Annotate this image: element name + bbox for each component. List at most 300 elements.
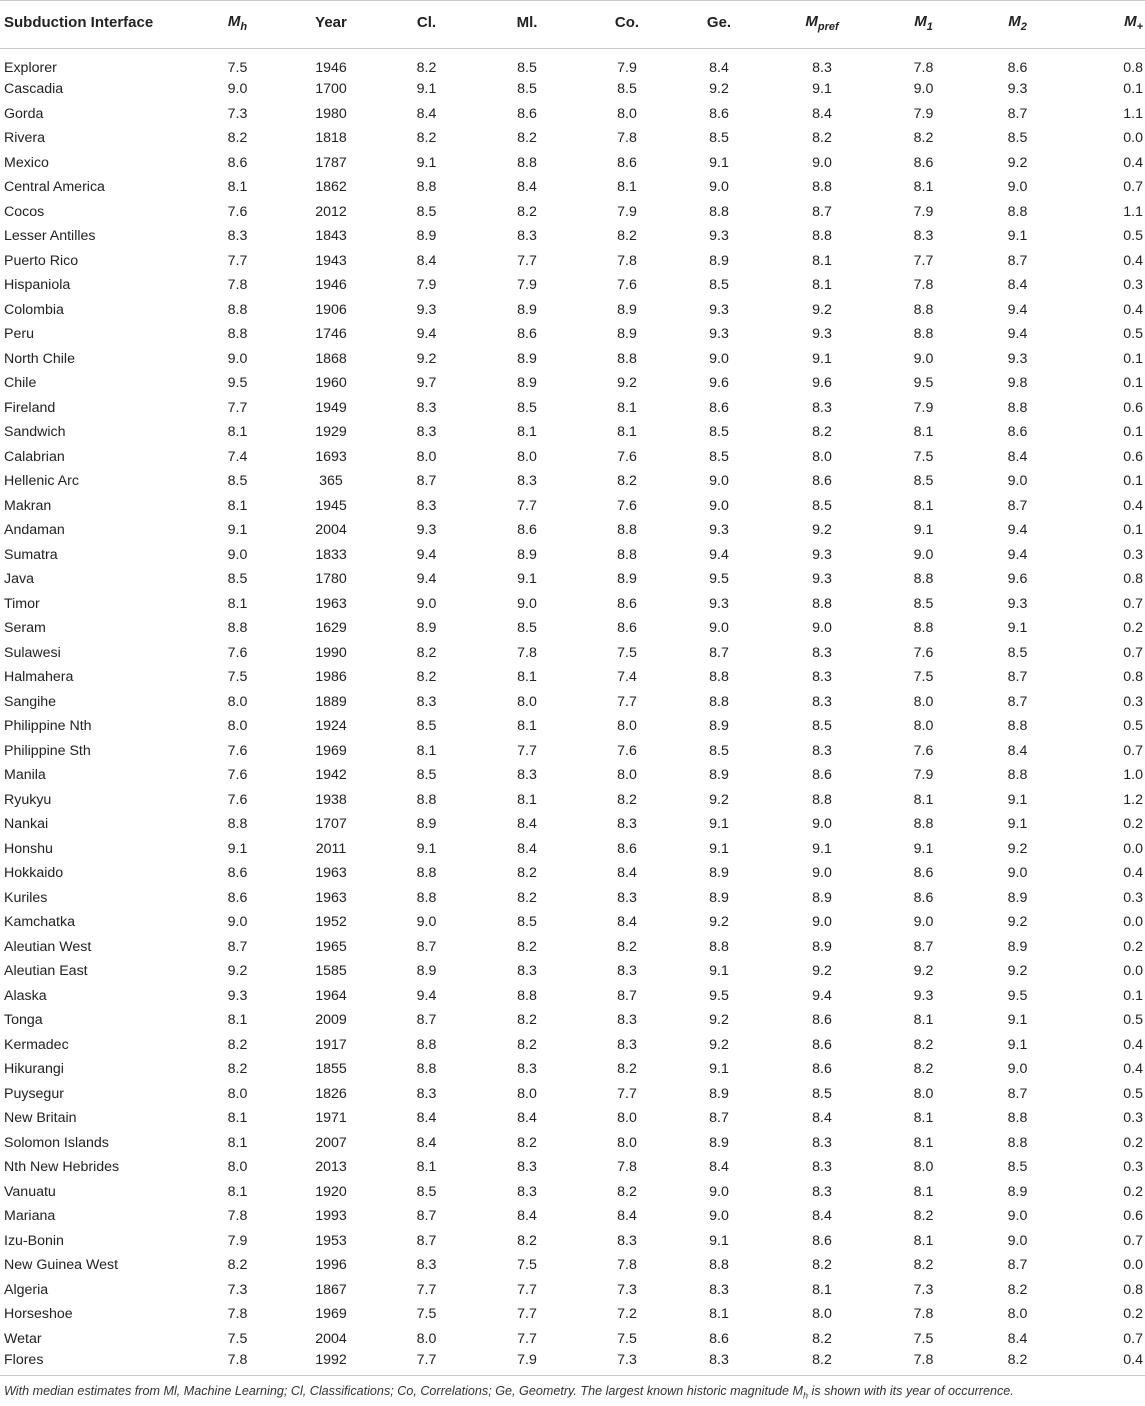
cell-mh: 8.0 [227,718,248,735]
cell-co: 7.4 [617,669,637,686]
cell-mplus: 0.3 [1123,889,1143,906]
cell-interface-name: Horseshoe [4,1306,73,1323]
cell-ml: 8.4 [517,179,537,196]
cell-ge: 8.4 [709,1159,729,1176]
cell-ge: 9.0 [709,473,729,490]
cell-mh: 8.8 [227,620,248,637]
cell-co: 8.0 [617,718,637,735]
cell-mh: 8.5 [227,473,248,490]
cell-ml: 8.2 [517,130,537,147]
cell-mpref: 8.2 [812,1330,832,1347]
cell-interface-name: Seram [4,620,46,637]
cell-cl: 8.4 [416,252,437,269]
cell-m2: 9.0 [1007,1232,1028,1249]
cell-co: 8.9 [617,571,637,588]
cell-co: 8.0 [617,1134,637,1151]
cell-interface-name: New Britain [4,1110,77,1127]
cell-interface-name: Wetar [4,1330,42,1347]
cell-m1: 8.1 [913,497,934,514]
cell-m1: 8.5 [913,473,934,490]
cell-mpref: 8.7 [812,203,832,220]
cell-mpref: 8.2 [762,1351,882,1376]
cell-m1: 8.1 [913,1110,934,1127]
cell-interface-name: Puerto Rico [4,252,79,269]
cell-ml: 8.4 [517,1208,537,1225]
cell-m1: 8.8 [913,326,934,343]
cell-co: 8.2 [617,1183,637,1200]
cell-ge: 9.0 [709,620,729,637]
cell-m1: 7.5 [913,1330,934,1347]
cell-mh: 7.8 [190,1351,285,1376]
cell-mh: 7.6 [227,791,248,808]
cell-co: 7.9 [617,60,637,76]
cell-ml: 8.5 [517,399,537,416]
cell-cl: 8.7 [416,1208,437,1225]
cell-cl: 8.7 [416,1012,437,1029]
cell-ml: 7.7 [517,1306,537,1323]
cell-interface-name: Cascadia [4,81,64,98]
cell-interface-name: Honshu [4,840,53,857]
cell-ge: 9.1 [709,840,729,857]
cell-co: 8.3 [617,1232,637,1249]
cell-m2: 9.0 [1007,865,1028,882]
cell-interface-name: Izu-Bonin [4,1232,64,1249]
cell-mplus: 0.7 [1123,595,1143,612]
cell-ml: 8.3 [517,228,537,245]
table-row [0,714,1145,739]
cell-year: 1963 [315,595,347,612]
cell-mpref: 9.0 [812,865,832,882]
table-row [0,812,1145,837]
cell-m1: 7.8 [913,277,934,294]
cell-cl: 8.7 [416,473,437,490]
cell-cl: 8.3 [416,1085,437,1102]
cell-co: 8.6 [617,840,637,857]
cell-ml: 8.9 [517,301,537,318]
cell-m2: 9.5 [1007,987,1028,1004]
cell-cl: 8.2 [416,60,437,76]
cell-mplus: 0.1 [1123,350,1143,367]
table-row [0,77,1145,102]
cell-co: 7.5 [617,1330,637,1347]
cell-year: 1960 [315,375,347,392]
cell-co: 8.0 [617,767,637,784]
cell-interface-name: Calabrian [4,448,65,465]
cell-cl: 9.4 [416,987,437,1004]
header-mh-sub: h [240,20,248,33]
cell-ge: 8.9 [709,718,729,735]
cell-interface-name: Java [4,571,34,588]
table-row [0,322,1145,347]
cell-m2: 9.8 [1007,375,1028,392]
cell-ge: 8.4 [709,60,729,76]
cell-ge: 9.5 [709,987,729,1004]
cell-mpref: 8.4 [812,1208,832,1225]
cell-year: 1953 [315,1232,347,1249]
cell-cl: 9.1 [416,840,437,857]
cell-year: 1971 [315,1110,347,1127]
cell-ml: 7.7 [517,252,537,269]
cell-mh: 7.5 [227,669,248,686]
cell-mplus: 0.7 [1123,179,1143,196]
table-row [0,616,1145,641]
cell-mpref: 9.3 [812,326,832,343]
cell-m2: 9.2 [1007,154,1028,171]
cell-mpref: 8.5 [812,1085,832,1102]
cell-interface-name: Halmahera [4,669,74,686]
cell-mpref: 9.0 [812,154,832,171]
cell-year: 1629 [315,620,347,637]
cell-m2: 8.8 [1007,399,1028,416]
cell-ml: 7.8 [517,644,537,661]
header-m2-base: M [1008,12,1021,30]
cell-m2: 8.7 [1007,497,1028,514]
cell-m2: 8.7 [1007,693,1028,710]
cell-mh: 8.6 [227,865,248,882]
cell-mpref: 9.2 [812,301,832,318]
cell-mplus: 0.0 [1123,130,1143,147]
cell-mh: 8.6 [227,889,248,906]
cell-ge: 9.0 [709,179,729,196]
cell-m2: 8.4 [1007,1330,1028,1347]
cell-mpref: 8.3 [812,1159,832,1176]
cell-m2: 8.7 [1007,1257,1028,1274]
cell-m1: 8.1 [913,791,934,808]
cell-year: 1868 [315,350,347,367]
cell-mplus: 1.1 [1123,203,1143,220]
table-row [0,1302,1145,1327]
cell-co: 8.1 [617,179,637,196]
cell-mplus: 0.7 [1123,742,1143,759]
cell-mplus: 0.1 [1123,81,1143,98]
cell-interface-name: New Guinea West [4,1257,119,1274]
cell-m1: 7.8 [913,1306,934,1323]
cell-ml: 8.8 [517,154,537,171]
cell-ml: 8.6 [517,522,537,539]
cell-ml: 7.9 [517,277,537,294]
cell-m2: 8.6 [1007,424,1028,441]
cell-mplus: 0.7 [1123,1330,1143,1347]
cell-cl: 8.0 [416,1330,437,1347]
cell-co: 8.2 [617,228,637,245]
cell-m2: 9.2 [1007,914,1028,931]
cell-cl: 9.4 [416,546,437,563]
cell-m1: 8.6 [913,889,934,906]
cell-year: 1693 [315,448,347,465]
cell-ge: 8.5 [709,424,729,441]
header-m1-sub: 1 [926,20,933,33]
cell-mplus: 0.3 [1123,546,1143,563]
header-cl: Cl. [377,1,476,49]
table-row [0,175,1145,200]
cell-co: 7.6 [617,448,637,465]
cell-interface-name: Andaman [4,522,65,539]
cell-mh: 7.7 [227,252,248,269]
cell-mh: 9.1 [227,522,248,539]
cell-co: 7.6 [617,497,637,514]
cell-co: 8.2 [617,791,637,808]
table-row [0,1057,1145,1082]
cell-m2: 8.6 [1007,60,1028,76]
cell-mplus: 0.3 [1123,1159,1143,1176]
cell-mh: 9.0 [227,350,248,367]
cell-mpref: 8.6 [812,1012,832,1029]
header-mpref [762,1,882,49]
cell-year: 2004 [315,1330,347,1347]
cell-ge: 9.5 [709,571,729,588]
cell-cl: 8.7 [416,938,437,955]
cell-ml: 8.4 [517,1110,537,1127]
table-row [0,567,1145,592]
table-row [0,396,1145,421]
table-row [0,224,1145,249]
cell-m1: 8.0 [913,718,934,735]
cell-m2: 9.4 [1007,301,1028,318]
table-row [0,1155,1145,1180]
cell-mpref: 8.1 [812,277,832,294]
cell-ml: 8.2 [517,203,537,220]
cell-ge: 9.0 [709,1183,729,1200]
cell-m2: 9.3 [1007,81,1028,98]
cell-mplus: 0.8 [1123,1281,1143,1298]
cell-mplus: 0.4 [1123,497,1143,514]
cell-interface-name: Flores [0,1351,190,1376]
cell-mpref: 9.4 [812,987,832,1004]
cell-mh: 8.0 [227,693,248,710]
cell-ml: 8.4 [517,840,537,857]
cell-co: 8.0 [617,105,637,122]
cell-year: 1938 [315,791,347,808]
cell-mh: 8.0 [227,1085,248,1102]
cell-cl: 8.2 [416,669,437,686]
cell-cl: 7.5 [416,1306,437,1323]
table-row [0,763,1145,788]
cell-co: 8.3 [617,1036,637,1053]
cell-year: 1780 [315,571,347,588]
cell-ge: 8.8 [709,938,729,955]
cell-mpref: 8.6 [812,473,832,490]
cell-ge: 8.3 [676,1351,762,1376]
cell-cl: 8.8 [416,179,437,196]
cell-ge: 8.6 [709,1330,729,1347]
cell-ge: 9.3 [709,522,729,539]
header-mpref-sub: pref [817,20,839,33]
cell-mplus: 0.5 [1123,1012,1143,1029]
cell-m2: 9.1 [1007,1012,1028,1029]
cell-mpref: 8.9 [812,938,832,955]
cell-ml: 8.3 [517,1183,537,1200]
cell-interface-name: Gorda [4,105,44,122]
cell-mh: 8.1 [227,424,248,441]
table-row [0,420,1145,445]
cell-interface-name: Fireland [4,399,56,416]
cell-m2: 8.0 [1007,1306,1028,1323]
cell-co: 8.8 [617,350,637,367]
cell-mpref: 9.2 [812,963,832,980]
table-body [0,49,1145,1376]
cell-year: 2009 [315,1012,347,1029]
cell-mpref: 8.8 [812,179,832,196]
cell-co: 8.9 [617,301,637,318]
cell-mplus: 0.4 [1070,1351,1145,1376]
cell-year: 1585 [315,963,347,980]
header-m1-base: M [914,12,927,30]
cell-mpref: 9.2 [812,522,832,539]
cell-ge: 8.3 [709,1281,729,1298]
table-row [0,1180,1145,1205]
cell-ge: 9.0 [709,497,729,514]
table-row [0,200,1145,225]
cell-m1: 7.7 [913,252,934,269]
cell-mplus: 0.2 [1123,1134,1143,1151]
cell-mpref: 8.3 [812,1183,832,1200]
cell-interface-name: Kermadec [4,1036,69,1053]
cell-mpref: 8.8 [812,595,832,612]
cell-year: 1969 [315,1306,347,1323]
cell-ml: 8.6 [517,326,537,343]
table-row [0,469,1145,494]
cell-year: 1949 [315,399,347,416]
cell-year: 2004 [315,522,347,539]
cell-mpref: 9.6 [812,375,832,392]
cell-mh: 7.6 [227,203,248,220]
cell-year: 1986 [315,669,347,686]
cell-cl: 7.7 [377,1351,476,1376]
table-row [0,641,1145,666]
cell-mpref: 8.0 [812,448,832,465]
cell-mh: 8.1 [227,1110,248,1127]
table-row [0,298,1145,323]
cell-m2: 8.2 [1007,1281,1028,1298]
cell-m1: 8.2 [913,130,934,147]
cell-year: 1980 [315,105,347,122]
cell-m2: 8.7 [1007,669,1028,686]
cell-cl: 9.3 [416,301,437,318]
cell-cl: 8.8 [416,1036,437,1053]
cell-m2: 8.8 [1007,767,1028,784]
cell-ge: 8.7 [709,1110,729,1127]
cell-mpref: 8.3 [812,399,832,416]
table-row [0,126,1145,151]
cell-ge: 9.3 [709,326,729,343]
cell-co: 8.2 [617,473,637,490]
cell-ge: 8.5 [709,277,729,294]
cell-interface-name: Philippine Nth [4,718,92,735]
cell-mplus: 0.5 [1123,1085,1143,1102]
cell-mh: 8.6 [227,154,248,171]
table-row [0,739,1145,764]
cell-co: 8.8 [617,546,637,563]
cell-mplus: 1.0 [1123,767,1143,784]
table-row [0,861,1145,886]
cell-mh: 7.8 [227,1306,248,1323]
cell-ge: 8.9 [709,767,729,784]
cell-ge: 9.3 [709,228,729,245]
cell-co: 7.8 [617,252,637,269]
cell-mh: 8.1 [227,595,248,612]
cell-ml: 8.1 [517,718,537,735]
cell-mplus: 0.6 [1123,1208,1143,1225]
cell-year: 1942 [315,767,347,784]
cell-interface-name: Solomon Islands [4,1134,109,1151]
cell-mpref: 8.0 [812,1306,832,1323]
table-row [0,273,1145,298]
cell-interface-name: Sumatra [4,546,58,563]
cell-mplus: 0.5 [1123,326,1143,343]
cell-m2: 8.8 [1007,1110,1028,1127]
cell-co: 7.9 [617,203,637,220]
table-row [0,1082,1145,1107]
cell-interface-name: Aleutian East [4,963,88,980]
cell-interface-name: Sandwich [4,424,66,441]
cell-mh: 8.2 [227,1036,248,1053]
cell-interface-name: Aleutian West [4,938,92,955]
cell-mpref: 9.0 [812,816,832,833]
cell-ge: 8.1 [709,1306,729,1323]
cell-m1: 9.5 [913,375,934,392]
cell-co: 7.8 [617,130,637,147]
cell-m1: 8.6 [913,865,934,882]
cell-m2: 9.4 [1007,546,1028,563]
cell-co: 9.2 [617,375,637,392]
cell-co: 8.2 [617,1061,637,1078]
cell-interface-name: Hikurangi [4,1061,64,1078]
cell-interface-name: Chile [4,375,37,392]
cell-year: 1964 [315,987,347,1004]
cell-mplus: 0.1 [1123,424,1143,441]
cell-mpref: 8.6 [812,1036,832,1053]
cell-m1: 8.5 [913,595,934,612]
header-co: Co. [578,1,676,49]
cell-ml: 9.0 [517,595,537,612]
cell-year: 1946 [315,60,347,76]
cell-mh: 8.3 [227,228,248,245]
cell-year: 1929 [315,424,347,441]
cell-m1: 9.2 [913,963,934,980]
cell-interface-name: Philippine Sth [4,742,91,759]
cell-cl: 8.8 [416,1061,437,1078]
cell-mplus: 1.1 [1123,105,1143,122]
cell-year: 2012 [315,203,347,220]
cell-cl: 8.5 [416,767,437,784]
cell-mpref: 8.3 [812,1134,832,1151]
cell-m1: 8.8 [913,620,934,637]
cell-year: 1843 [315,228,347,245]
cell-mplus: 1.2 [1123,791,1143,808]
cell-ml: 7.7 [517,1330,537,1347]
cell-ml: 8.9 [517,546,537,563]
cell-ml: 8.0 [517,693,537,710]
cell-co: 8.4 [617,1208,637,1225]
cell-m1: 8.1 [913,179,934,196]
cell-ml: 7.7 [517,742,537,759]
cell-year: 1920 [315,1183,347,1200]
cell-mpref: 8.2 [812,130,832,147]
table-row [0,837,1145,862]
cell-m1: 8.2 [913,1257,934,1274]
cell-mplus: 0.1 [1123,987,1143,1004]
cell-mplus: 0.7 [1123,1232,1143,1249]
cell-mh: 9.0 [227,81,248,98]
cell-co: 7.6 [617,277,637,294]
cell-mplus: 0.3 [1123,277,1143,294]
cell-mh: 7.3 [227,105,248,122]
cell-mplus: 0.4 [1123,154,1143,171]
cell-mpref: 9.1 [812,350,832,367]
header-mplus [1070,1,1145,49]
cell-year: 1826 [315,1085,347,1102]
cell-cl: 8.2 [416,644,437,661]
